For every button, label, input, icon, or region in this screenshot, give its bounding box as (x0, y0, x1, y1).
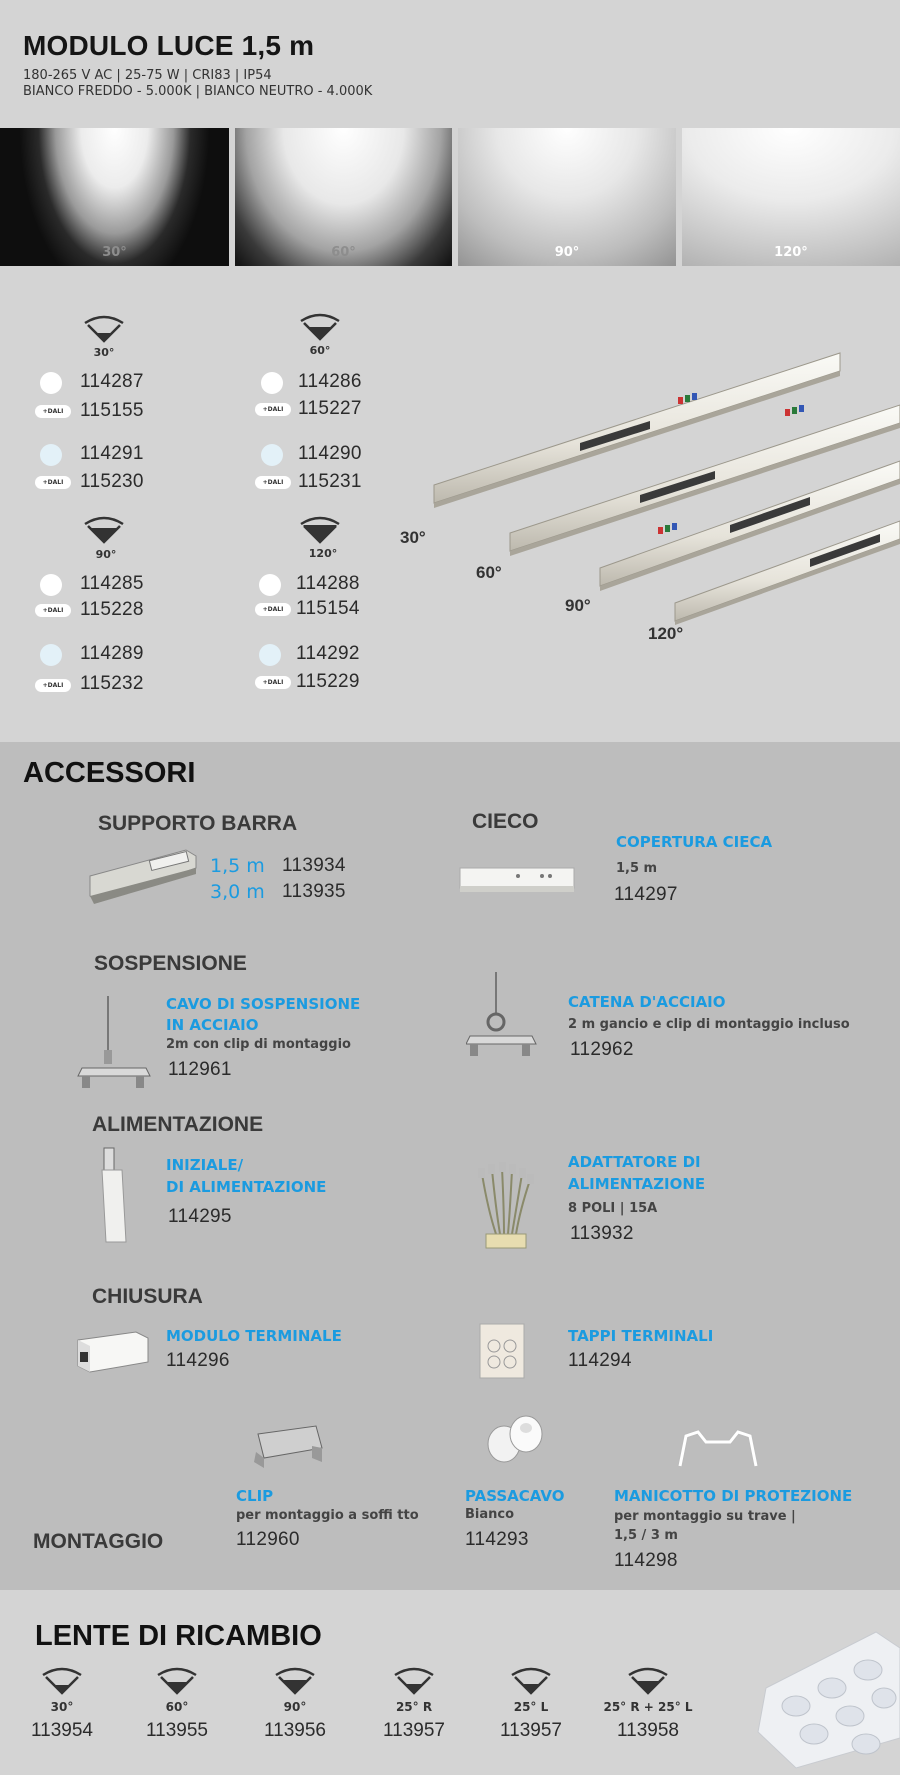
passacavo-name: PASSACAVO (465, 1487, 565, 1505)
end-caps-image (476, 1320, 530, 1384)
dali-badge: +DALI (255, 676, 291, 689)
product-code: 114286 (298, 371, 362, 392)
lens-angle-label: 25° R (395, 1700, 433, 1714)
product-code: 115232 (80, 673, 144, 694)
steel-chain-image (466, 970, 538, 1066)
lens-code: 113958 (617, 1720, 679, 1741)
beam-photo-120 (682, 128, 900, 266)
passacavo-desc: Bianco (465, 1507, 515, 1522)
lens-beam-icon (155, 1667, 199, 1697)
iniziale-name-1: INIZIALE/ (166, 1156, 244, 1174)
beam-angle-label: 30° (93, 346, 115, 359)
clip-code: 112960 (236, 1529, 300, 1550)
beam-angle-icon (298, 313, 342, 343)
manicotto-desc-1: per montaggio su trave | (614, 1509, 796, 1524)
color-dot-neutral (261, 444, 283, 466)
beam-photo-90 (458, 128, 676, 266)
iniziale-code: 114295 (168, 1206, 232, 1227)
lens-beam-icon (392, 1667, 436, 1697)
modulo-terminale-code: 114296 (166, 1350, 230, 1371)
spec-line-1: 180-265 V AC | 25-75 W | CRI83 | IP54 (23, 68, 272, 83)
support-code-2: 113935 (282, 881, 346, 902)
beam-angle-label: 120° (308, 547, 338, 560)
adattatore-code: 113932 (570, 1223, 634, 1244)
product-code: 114291 (80, 443, 144, 464)
bar-label-120: 120° (648, 624, 684, 643)
beam-photo-60 (235, 128, 452, 266)
light-bar-90 (600, 461, 900, 591)
cavo-name-1: CAVO DI SOSPENSIONE (166, 995, 361, 1013)
cieco-name: COPERTURA CIECA (616, 833, 773, 851)
beam-angle-icon (298, 516, 342, 546)
cieco-code: 114297 (614, 884, 678, 905)
bar-label-90: 90° (565, 596, 591, 615)
replacement-lens-image (756, 1628, 900, 1770)
product-code: 114288 (296, 573, 360, 594)
product-code: 115155 (80, 400, 144, 421)
lens-beam-icon (40, 1667, 84, 1697)
manicotto-desc-2: 1,5 / 3 m (614, 1528, 678, 1543)
manicotto-name: MANICOTTO DI PROTEZIONE (614, 1487, 853, 1505)
support-code-1: 113934 (282, 855, 346, 876)
cable-gland-image (482, 1412, 548, 1470)
lens-beam-icon (626, 1667, 670, 1697)
color-dot-neutral (259, 644, 281, 666)
clip-name: CLIP (236, 1487, 274, 1505)
product-code: 114287 (80, 371, 144, 392)
cieco-heading: CIECO (472, 810, 539, 833)
power-feed-image (96, 1146, 134, 1246)
cieco-desc: 1,5 m (616, 861, 658, 876)
tappi-code: 114294 (568, 1350, 632, 1371)
color-dot-neutral (40, 444, 62, 466)
product-code: 115154 (296, 598, 360, 619)
suspension-cable-image (76, 994, 156, 1094)
tappi-name: TAPPI TERMINALI (568, 1327, 714, 1345)
sospensione-heading: SOSPENSIONE (94, 952, 247, 975)
montaggio-heading: MONTAGGIO (33, 1530, 164, 1553)
adattatore-name-2: ALIMENTAZIONE (568, 1175, 706, 1193)
lens-beam-icon (509, 1667, 553, 1697)
color-dot-cold (40, 372, 62, 394)
catena-name: CATENA D'ACCIAIO (568, 993, 726, 1011)
lens-beam-icon (273, 1667, 317, 1697)
product-code: 115229 (296, 671, 360, 692)
product-code: 114290 (298, 443, 362, 464)
cavo-name-2: IN ACCIAIO (166, 1016, 259, 1034)
lens-code: 113956 (264, 1720, 326, 1741)
catena-desc: 2 m gancio e clip di montaggio incluso (568, 1017, 850, 1032)
lens-code: 113957 (383, 1720, 445, 1741)
color-dot-neutral (40, 644, 62, 666)
iniziale-name-2: DI ALIMENTAZIONE (166, 1178, 327, 1196)
catena-code: 112962 (570, 1039, 634, 1060)
adattatore-name-1: ADATTATORE DI (568, 1153, 701, 1171)
dali-badge: +DALI (255, 403, 291, 416)
beam-label: 30° (102, 245, 127, 260)
light-module-bars-illustration (430, 345, 900, 625)
beam-angle-icon (82, 315, 126, 345)
support-length-2: 3,0 m (210, 881, 265, 903)
lens-angle-label: 90° (283, 1700, 307, 1714)
page-title: MODULO LUCE 1,5 m (23, 30, 315, 61)
product-code: 114292 (296, 643, 360, 664)
dali-badge: +DALI (255, 603, 291, 616)
chiusura-heading: CHIUSURA (92, 1285, 203, 1308)
adattatore-desc: 8 POLI | 15A (568, 1201, 658, 1216)
lens-angle-label: 25° L (513, 1700, 549, 1714)
product-code: 114289 (80, 643, 144, 664)
product-code: 115227 (298, 398, 362, 419)
clip-image (252, 1422, 326, 1472)
lens-code: 113955 (146, 1720, 208, 1741)
clip-desc: per montaggio a soffi tto (236, 1508, 419, 1523)
product-code: 115231 (298, 471, 362, 492)
beam-angle-icon (82, 516, 126, 546)
beam-angle-label: 90° (95, 548, 117, 561)
support-length-1: 1,5 m (210, 855, 265, 877)
dali-badge: +DALI (35, 476, 71, 489)
product-code: 115230 (80, 471, 144, 492)
product-code: 114285 (80, 573, 144, 594)
power-adapter-image (468, 1160, 540, 1252)
color-dot-cold (261, 372, 283, 394)
passacavo-code: 114293 (465, 1529, 529, 1550)
beam-label: 120° (774, 245, 808, 260)
dali-badge: +DALI (35, 604, 71, 617)
cavo-code: 112961 (168, 1059, 232, 1080)
bar-label-60: 60° (476, 563, 502, 582)
beam-label: 60° (331, 245, 356, 260)
blind-cover-image (458, 862, 578, 896)
lens-angle-label: 30° (50, 1700, 74, 1714)
cavo-desc: 2m con clip di montaggio (166, 1037, 351, 1052)
lente-title: LENTE DI RICAMBIO (35, 1620, 322, 1652)
beam-label: 90° (554, 245, 580, 260)
dali-badge: +DALI (255, 476, 291, 489)
end-module-image (72, 1326, 152, 1386)
support-bar-image (86, 846, 200, 910)
light-bar-30 (434, 353, 840, 508)
color-dot-cold (259, 574, 281, 596)
manicotto-code: 114298 (614, 1550, 678, 1571)
protective-sleeve-image (676, 1426, 760, 1470)
lens-angle-label: 25° R + 25° L (603, 1700, 693, 1714)
beam-angle-label: 60° (309, 344, 331, 357)
lens-angle-label: 60° (165, 1700, 189, 1714)
dali-badge: +DALI (35, 679, 71, 692)
dali-badge: +DALI (35, 405, 71, 418)
lens-code: 113954 (31, 1720, 93, 1741)
alimentazione-heading: ALIMENTAZIONE (92, 1113, 264, 1136)
beam-photo-30 (0, 128, 229, 266)
supporto-heading: SUPPORTO BARRA (98, 812, 298, 835)
bar-label-30: 30° (400, 528, 426, 547)
color-dot-cold (40, 574, 62, 596)
product-code: 115228 (80, 599, 144, 620)
modulo-terminale-name: MODULO TERMINALE (166, 1327, 342, 1345)
spec-line-2: BIANCO FREDDO - 5.000K | BIANCO NEUTRO - 4.000K (23, 84, 373, 99)
accessori-title: ACCESSORI (23, 757, 196, 789)
page-header (23, 30, 372, 99)
lens-code: 113957 (500, 1720, 562, 1741)
